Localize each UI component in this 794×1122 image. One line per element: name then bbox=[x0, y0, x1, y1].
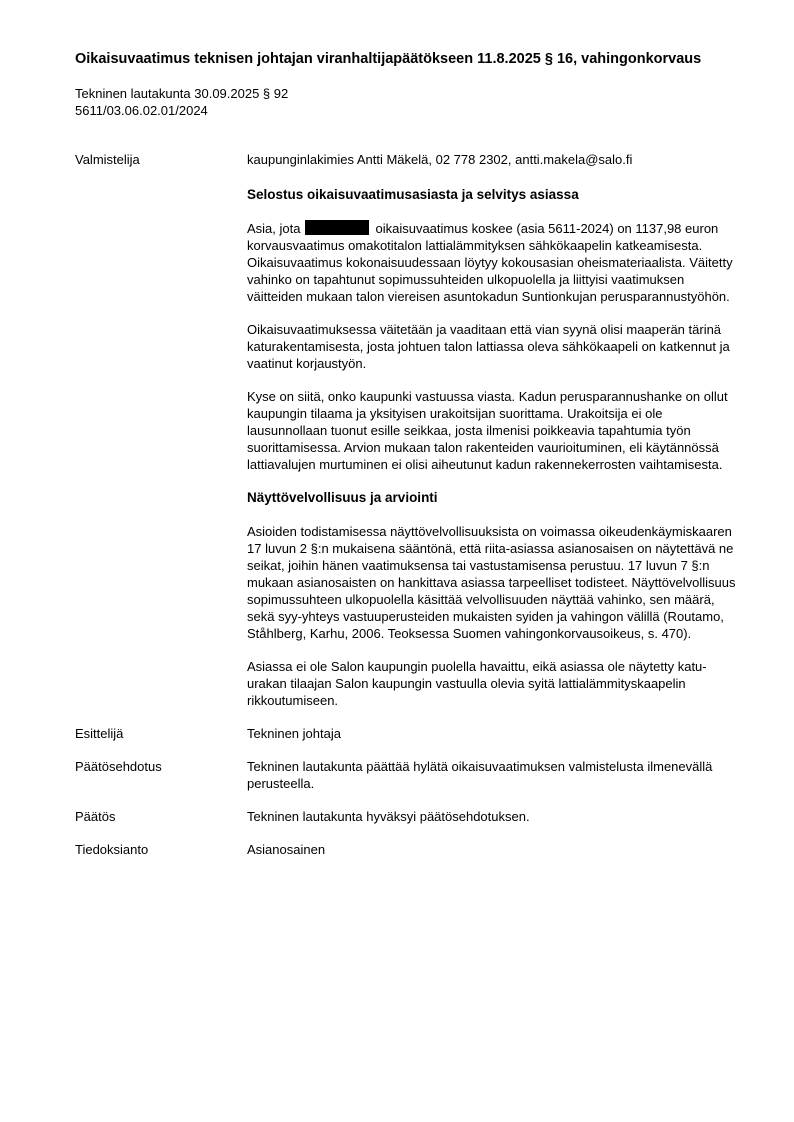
row-value: Tekninen lautakunta päättää hylätä oikaisuvaatimuksen valmistelusta ilmenevällä perusteella. bbox=[247, 759, 713, 791]
row-label: Päätösehdotus bbox=[75, 759, 162, 774]
preparer-value: kaupunginlakimies Antti Mäkelä, 02 778 2302, antti.makela@salo.fi bbox=[247, 152, 633, 167]
paragraph-text: oikaisuvaatimus koskee (asia 5611-2024) on 1137,98 euron korvausvaatimus omakotitalon lattialämmityksen sähkökaapelin katkeamisesta. Oikaisuvaatimus kokonaisuudessaan löytyy kokousasian oheismateriaalista. Väitetty vahinko on tapahtunut sopimussuhteiden ulkopuolella ja liittyisi vaatimuksen väitteiden mukaan talon viereisen asuntokadun Suntionkujan perusparannustyöhön. bbox=[247, 221, 733, 304]
row-label: Tiedoksianto bbox=[75, 842, 149, 857]
meta-line-case-number: 5611/03.06.02.01/2024 bbox=[75, 103, 208, 118]
row-label: Esittelijä bbox=[75, 726, 124, 741]
paragraph: Asiassa ei ole Salon kaupungin puolella havaittu, eikä asiassa ole näytetty katu-urakan tilaajan Salon kaupungin vastuulla olevia syitä lattialämmityskaapelin rikkoutumiseen. bbox=[247, 659, 707, 708]
redaction-box bbox=[305, 220, 369, 235]
decision-rows bbox=[75, 725, 740, 858]
paragraph bbox=[247, 220, 740, 305]
decision-row bbox=[75, 725, 740, 742]
section-heading: Näyttövelvollisuus ja arviointi bbox=[247, 490, 438, 505]
row-value: Tekninen johtaja bbox=[247, 726, 341, 741]
section bbox=[247, 186, 740, 473]
preparer-row bbox=[75, 151, 740, 168]
row-value: Asianosainen bbox=[247, 842, 326, 857]
paragraph: Kyse on siitä, onko kaupunki vastuussa viasta. Kadun perusparannushanke on ollut kaupungin tilaama ja yksityisen urakoitsijan suorittama. Urakoitsija ei ole lausunnollaan tuonut esille seikkaa, josta ilmenisi poikkeavia tapahtumia työn suorittamisessa. Arvion mukaan talon rakenteiden vaurioituminen, eli käytännössä lattiavalujen murtuminen ei olisi aiheutunut kadun rakennekerrosten vaihtamisesta. bbox=[247, 389, 728, 472]
decision-row bbox=[75, 758, 740, 792]
row-label: Päätös bbox=[75, 809, 116, 824]
paragraph-text: Asia, jota bbox=[247, 221, 301, 236]
decision-row bbox=[75, 808, 740, 825]
section bbox=[247, 489, 740, 709]
meta-block bbox=[75, 85, 740, 119]
paragraph: Asioiden todistamisessa näyttövelvollisuuksista on voimassa oikeudenkäymiskaaren 17 luvun 2 §:n mukaisena sääntönä, että riita-asiassa asianosaisen on näytettävä ne seikat, joihin hänen vaatimuksensa tai vastustamisensa perustuu. 17 luvun 7 §:n mukaan asianosaisten on hankittava asiassa tarpeelliset todisteet. Näyttövelvollisuus sopimussuhteen ulkopuolella käsittää velvollisuuden näyttää vahinko, sen määrä, sekä syy-yhteys vastuuperusteiden mukaisten syiden ja vahingon välillä (Routamo, Ståhlberg, Karhu, 2006. Teoksessa Suomen vahingonkorvausoikeus, s. 470). bbox=[247, 524, 736, 641]
decision-row bbox=[75, 841, 740, 858]
preparer-label: Valmistelija bbox=[75, 152, 140, 167]
section-heading: Selostus oikaisuvaatimusasiasta ja selvitys asiassa bbox=[247, 187, 579, 202]
row-value: Tekninen lautakunta hyväksyi päätösehdotuksen. bbox=[247, 809, 530, 824]
sections bbox=[247, 186, 740, 709]
page-title: Oikaisuvaatimus teknisen johtajan viranhaltijapäätökseen 11.8.2025 § 16, vahingonkorvaus bbox=[75, 51, 702, 67]
meta-line-board: Tekninen lautakunta 30.09.2025 § 92 bbox=[75, 86, 289, 101]
paragraph: Oikaisuvaatimuksessa väitetään ja vaaditaan että vian syynä olisi maaperän tärinä katurakentamisesta, josta johtuen talon lattiassa oleva sähkökaapeli on katkennut ja vaatinut korjaustyön. bbox=[247, 322, 730, 371]
